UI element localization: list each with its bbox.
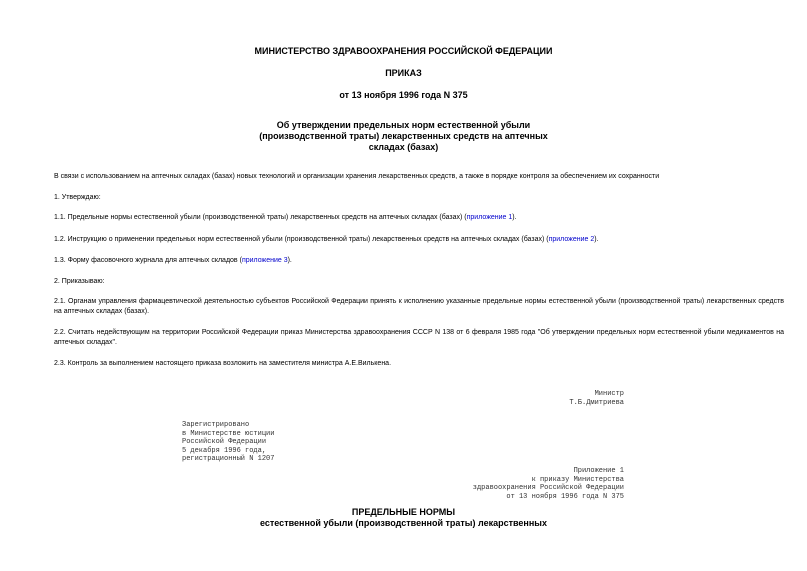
item-1-2-end: ). [594,236,599,243]
registration-line-3: Российской Федерации [182,438,267,446]
item-2-3: 2.3. Контроль за выполнением настоящего приказа возложить на заместителя министра А.Е.Вилькена. [54,360,392,367]
appendix-line-4: от 13 ноября 1996 года N 375 [506,492,624,501]
item-1-3-text: 1.3. Форму фасовочного журнала для аптечных складов ( [54,257,242,264]
order-label: 2. Приказываю: [54,278,105,285]
signature-title: Министр [594,390,624,398]
appendix-title: ПРЕДЕЛЬНЫЕ НОРМЫ [351,507,456,517]
order-date: от 13 ноября 1996 года N 375 [339,90,468,100]
item-1-2-text: 1.2. Инструкцию о применении предельных норм естественной убыли (производственной траты) лекарственных средств на аптечных складах (базах) ( [54,236,549,243]
appendix-2-link[interactable]: приложение 2 [548,236,595,243]
registration-line-1: Зарегистрировано [182,421,250,429]
item-1-3-end: ). [287,257,292,264]
subject-line-3: складах (базах) [368,142,439,152]
appendix-1-link[interactable]: приложение 1 [466,214,513,221]
appendix-line-3: здравоохранения Российской Федерации [472,484,624,492]
appendix-subtitle: естественной убыли (производственной траты) лекарственных [260,518,547,528]
appendix-3-link[interactable]: приложение 3 [241,257,288,264]
item-1-1-end: ). [512,214,517,221]
item-1-1-text: 1.1. Предельные нормы естественной убыли (производственной траты) лекарственных средств на аптечных складах (базах) ( [54,214,467,221]
item-1-1 [40,213,784,223]
signature-name: Т.Б.Дмитриева [569,398,624,407]
order-heading: ПРИКАЗ [385,68,422,78]
appendix-line-2: к приказу Министерства [531,475,624,484]
item-2-2: 2.2. Считать недействующим на территории Российской Федерации приказ Министерства здравоохранения СССР N 138 от 6 февраля 1985 года "Об утверждении предельных норм естественной убыли медикаментов на аптечных складах". [54,329,784,346]
approve-label: 1. Утверждаю: [54,194,101,201]
ministry-heading: МИНИСТЕРСТВО ЗДРАВООХРАНЕНИЯ РОССИЙСКОЙ ФЕДЕРАЦИИ [254,46,553,56]
item-2-1: 2.1. Органам управления фармацевтической деятельностью субъектов Российской Федерации принять к исполнению указанные предельные нормы естественной убыли (производственной траты) лекарственных средств на аптечных складах (базах). [54,298,784,315]
intro-paragraph: В связи с использованием на аптечных складах (базах) новых технологий и организации хранения лекарственных средств, а также в порядке контроля за обеспечением их сохранности [54,173,660,180]
registration-line-5: регистрационный N 1207 [182,455,275,463]
item-1-3 [40,256,784,266]
registration-line-4: 5 декабря 1996 года, [182,446,267,455]
subject-line-1: Об утверждении предельных норм естественной убыли [276,120,531,130]
registration-line-2: в Министерстве юстиции [182,429,275,438]
subject-line-2: (производственной траты) лекарственных средств на аптечных [259,131,548,141]
appendix-line-1: Приложение 1 [573,467,624,475]
item-1-2 [40,235,784,245]
